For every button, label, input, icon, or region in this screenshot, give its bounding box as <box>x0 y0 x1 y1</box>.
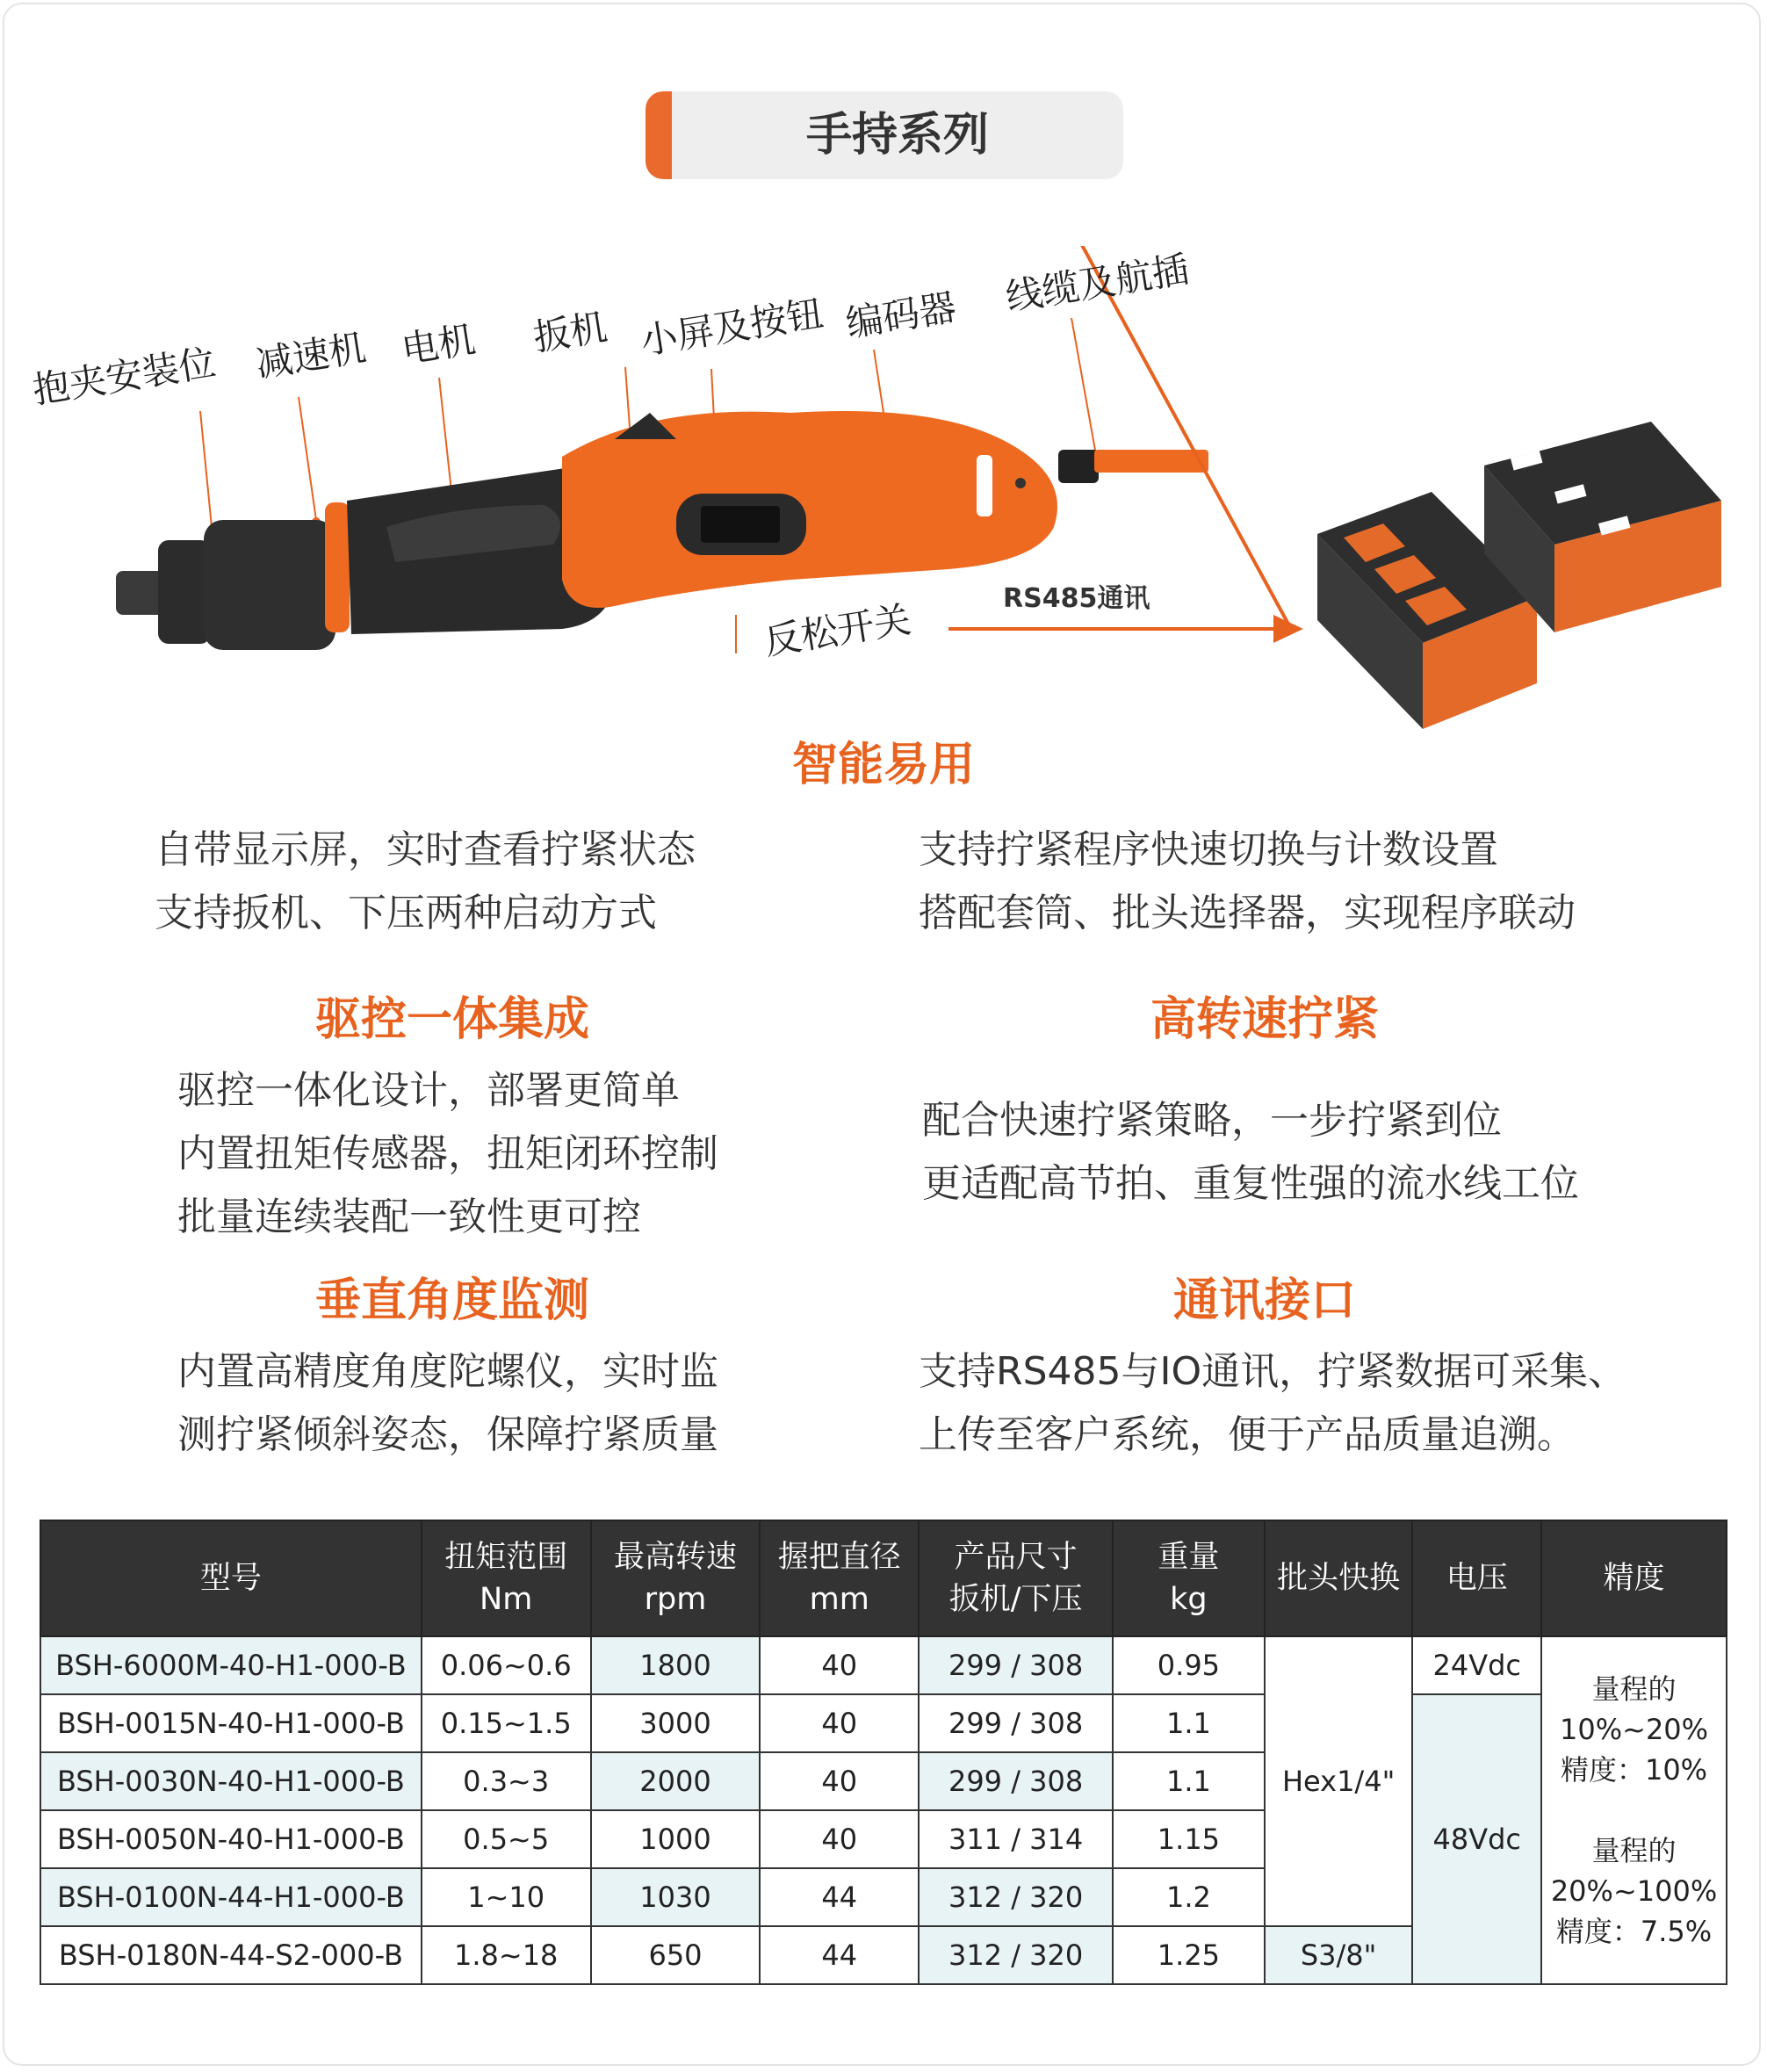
precision-line: 20%~100% <box>1550 1874 1718 1908</box>
cell-speed: 3000 <box>591 1694 761 1752</box>
text-line: 内置高精度角度陀螺仪，实时监 <box>177 1349 718 1394</box>
title-banner <box>645 91 1123 179</box>
cell-speed: 650 <box>591 1926 761 1984</box>
header-line: Nm <box>480 1582 533 1617</box>
header-bit: 批头快换 <box>1265 1520 1413 1636</box>
text-line: 支持拧紧程序快速切换与计数设置 <box>919 827 1498 872</box>
cell-speed: 1000 <box>591 1810 761 1868</box>
header-line: 握把直径 <box>777 1540 901 1575</box>
header-grip <box>760 1520 919 1636</box>
header-speed <box>591 1520 761 1636</box>
precision-line: 量程的 <box>1591 1672 1677 1706</box>
cell-grip: 40 <box>760 1752 919 1810</box>
text-line: 自带显示屏，实时查看拧紧状态 <box>155 827 696 872</box>
text-line: 更适配高节拍、重复性强的流水线工位 <box>922 1161 1579 1206</box>
callout-reverse-switch: 反松开关 <box>761 597 914 664</box>
section-smart-left <box>155 819 696 945</box>
header-line: 扳机/下压 <box>948 1582 1083 1617</box>
header-line: rpm <box>644 1582 707 1617</box>
header-weight <box>1113 1520 1265 1636</box>
precision-spacer <box>1542 1790 1726 1830</box>
cell-torque: 1.8~18 <box>422 1926 591 1984</box>
cell-size: 299 / 308 <box>919 1636 1113 1694</box>
cell-grip: 40 <box>760 1636 919 1694</box>
cell-model: BSH-6000M-40-H1-000-B <box>40 1636 422 1694</box>
callout-cable-connector: 线缆及航插 <box>1002 247 1192 320</box>
cell-size: 299 / 308 <box>919 1694 1113 1752</box>
text-line: 内置扭矩传感器，扭矩闭环控制 <box>177 1131 718 1176</box>
cell-torque: 0.3~3 <box>422 1752 591 1810</box>
cell-torque: 1~10 <box>422 1868 591 1926</box>
section-title-comm: 通讯接口 <box>1172 1274 1356 1327</box>
section-comm-lines <box>919 1340 1626 1467</box>
section-integrated-lines <box>177 1059 718 1249</box>
table-row <box>40 1636 1727 1694</box>
cell-size: 299 / 308 <box>919 1752 1113 1810</box>
cell-voltage-24: 24Vdc <box>1412 1636 1541 1694</box>
section-smart-right <box>919 819 1576 945</box>
cell-bit-s38: S3/8" <box>1265 1926 1413 1984</box>
cell-precision <box>1541 1636 1727 1984</box>
cell-weight: 1.1 <box>1113 1694 1265 1752</box>
text-line: 支持扳机、下压两种启动方式 <box>155 891 657 935</box>
cell-torque: 0.15~1.5 <box>422 1694 591 1752</box>
cell-voltage-48: 48Vdc <box>1412 1694 1541 1984</box>
cell-model: BSH-0030N-40-H1-000-B <box>40 1752 422 1810</box>
callout-motor: 电机 <box>398 317 479 372</box>
cell-speed: 1800 <box>591 1636 761 1694</box>
cell-torque: 0.5~5 <box>422 1810 591 1868</box>
cell-model: BSH-0015N-40-H1-000-B <box>40 1694 422 1752</box>
section-title-smart: 智能易用 <box>791 739 975 791</box>
cell-size: 312 / 320 <box>919 1868 1113 1926</box>
precision-line: 量程的 <box>1591 1834 1677 1867</box>
header-size <box>919 1520 1113 1636</box>
cell-speed: 1030 <box>591 1868 761 1926</box>
section-high-speed-lines <box>922 1089 1579 1216</box>
precision-line: 10%~20% <box>1560 1713 1709 1746</box>
callout-gearbox: 减速机 <box>252 325 369 386</box>
spec-table <box>40 1520 1727 1985</box>
header-line: 最高转速 <box>613 1540 737 1575</box>
table-row <box>40 1694 1727 1752</box>
callout-screen-buttons: 小屏及按钮 <box>637 291 826 364</box>
text-line: 驱控一体化设计，部署更简单 <box>177 1068 680 1113</box>
cell-speed: 2000 <box>591 1752 761 1810</box>
section-angle-lines <box>177 1340 718 1467</box>
cell-torque: 0.06~0.6 <box>422 1636 591 1694</box>
header-line: kg <box>1170 1582 1208 1617</box>
cell-weight: 0.95 <box>1113 1636 1265 1694</box>
comm-label: RS485通讯 <box>1003 583 1150 614</box>
cell-grip: 40 <box>760 1810 919 1868</box>
cell-grip: 44 <box>760 1926 919 1984</box>
section-title-integrated: 驱控一体集成 <box>314 993 589 1046</box>
section-title-angle: 垂直角度监测 <box>314 1274 589 1327</box>
text-line: 上传至客户系统，便于产品质量追溯。 <box>919 1412 1576 1457</box>
precision-line: 精度：10% <box>1560 1753 1708 1787</box>
header-voltage: 电压 <box>1412 1520 1541 1636</box>
callout-encoder: 编码器 <box>842 285 959 346</box>
text-line: 配合快速拧紧策略，一步拧紧到位 <box>922 1098 1502 1143</box>
header-line: mm <box>809 1582 869 1617</box>
cell-weight: 1.1 <box>1113 1752 1265 1810</box>
text-line: 批量连续装配一致性更可控 <box>177 1195 641 1239</box>
cell-weight: 1.25 <box>1113 1926 1265 1984</box>
callout-clamp-mount: 抱夹安装位 <box>29 340 219 413</box>
header-precision: 精度 <box>1541 1520 1727 1636</box>
cell-weight: 1.15 <box>1113 1810 1265 1868</box>
header-torque <box>422 1520 591 1636</box>
cell-grip: 44 <box>760 1868 919 1926</box>
table-header-row <box>40 1520 1727 1636</box>
precision-line: 精度：7.5% <box>1555 1915 1713 1948</box>
header-line: 扭矩范围 <box>444 1540 568 1575</box>
cell-size: 311 / 314 <box>919 1810 1113 1868</box>
cell-weight: 1.2 <box>1113 1868 1265 1926</box>
callout-trigger: 扳机 <box>530 305 610 360</box>
text-line: 支持RS485与IO通讯，拧紧数据可采集、 <box>919 1349 1627 1394</box>
cell-bit-hex: Hex1/4" <box>1265 1636 1413 1926</box>
bit-selector-icon <box>1317 422 1721 729</box>
section-title-high-speed: 高转速拧紧 <box>1150 993 1379 1046</box>
cell-model: BSH-0100N-44-H1-000-B <box>40 1868 422 1926</box>
cell-model: BSH-0050N-40-H1-000-B <box>40 1810 422 1868</box>
text-line: 搭配套筒、批头选择器，实现程序联动 <box>919 891 1576 935</box>
cell-model: BSH-0180N-44-S2-000-B <box>40 1926 422 1984</box>
text-line: 测拧紧倾斜姿态，保障拧紧质量 <box>177 1412 718 1457</box>
header-line: 产品尺寸 <box>954 1540 1078 1575</box>
page-title: 手持系列 <box>805 109 989 162</box>
cell-size: 312 / 320 <box>919 1926 1113 1984</box>
header-model: 型号 <box>40 1520 422 1636</box>
title-accent-bar <box>645 91 672 179</box>
header-line: 重量 <box>1158 1540 1220 1575</box>
cell-grip: 40 <box>760 1694 919 1752</box>
